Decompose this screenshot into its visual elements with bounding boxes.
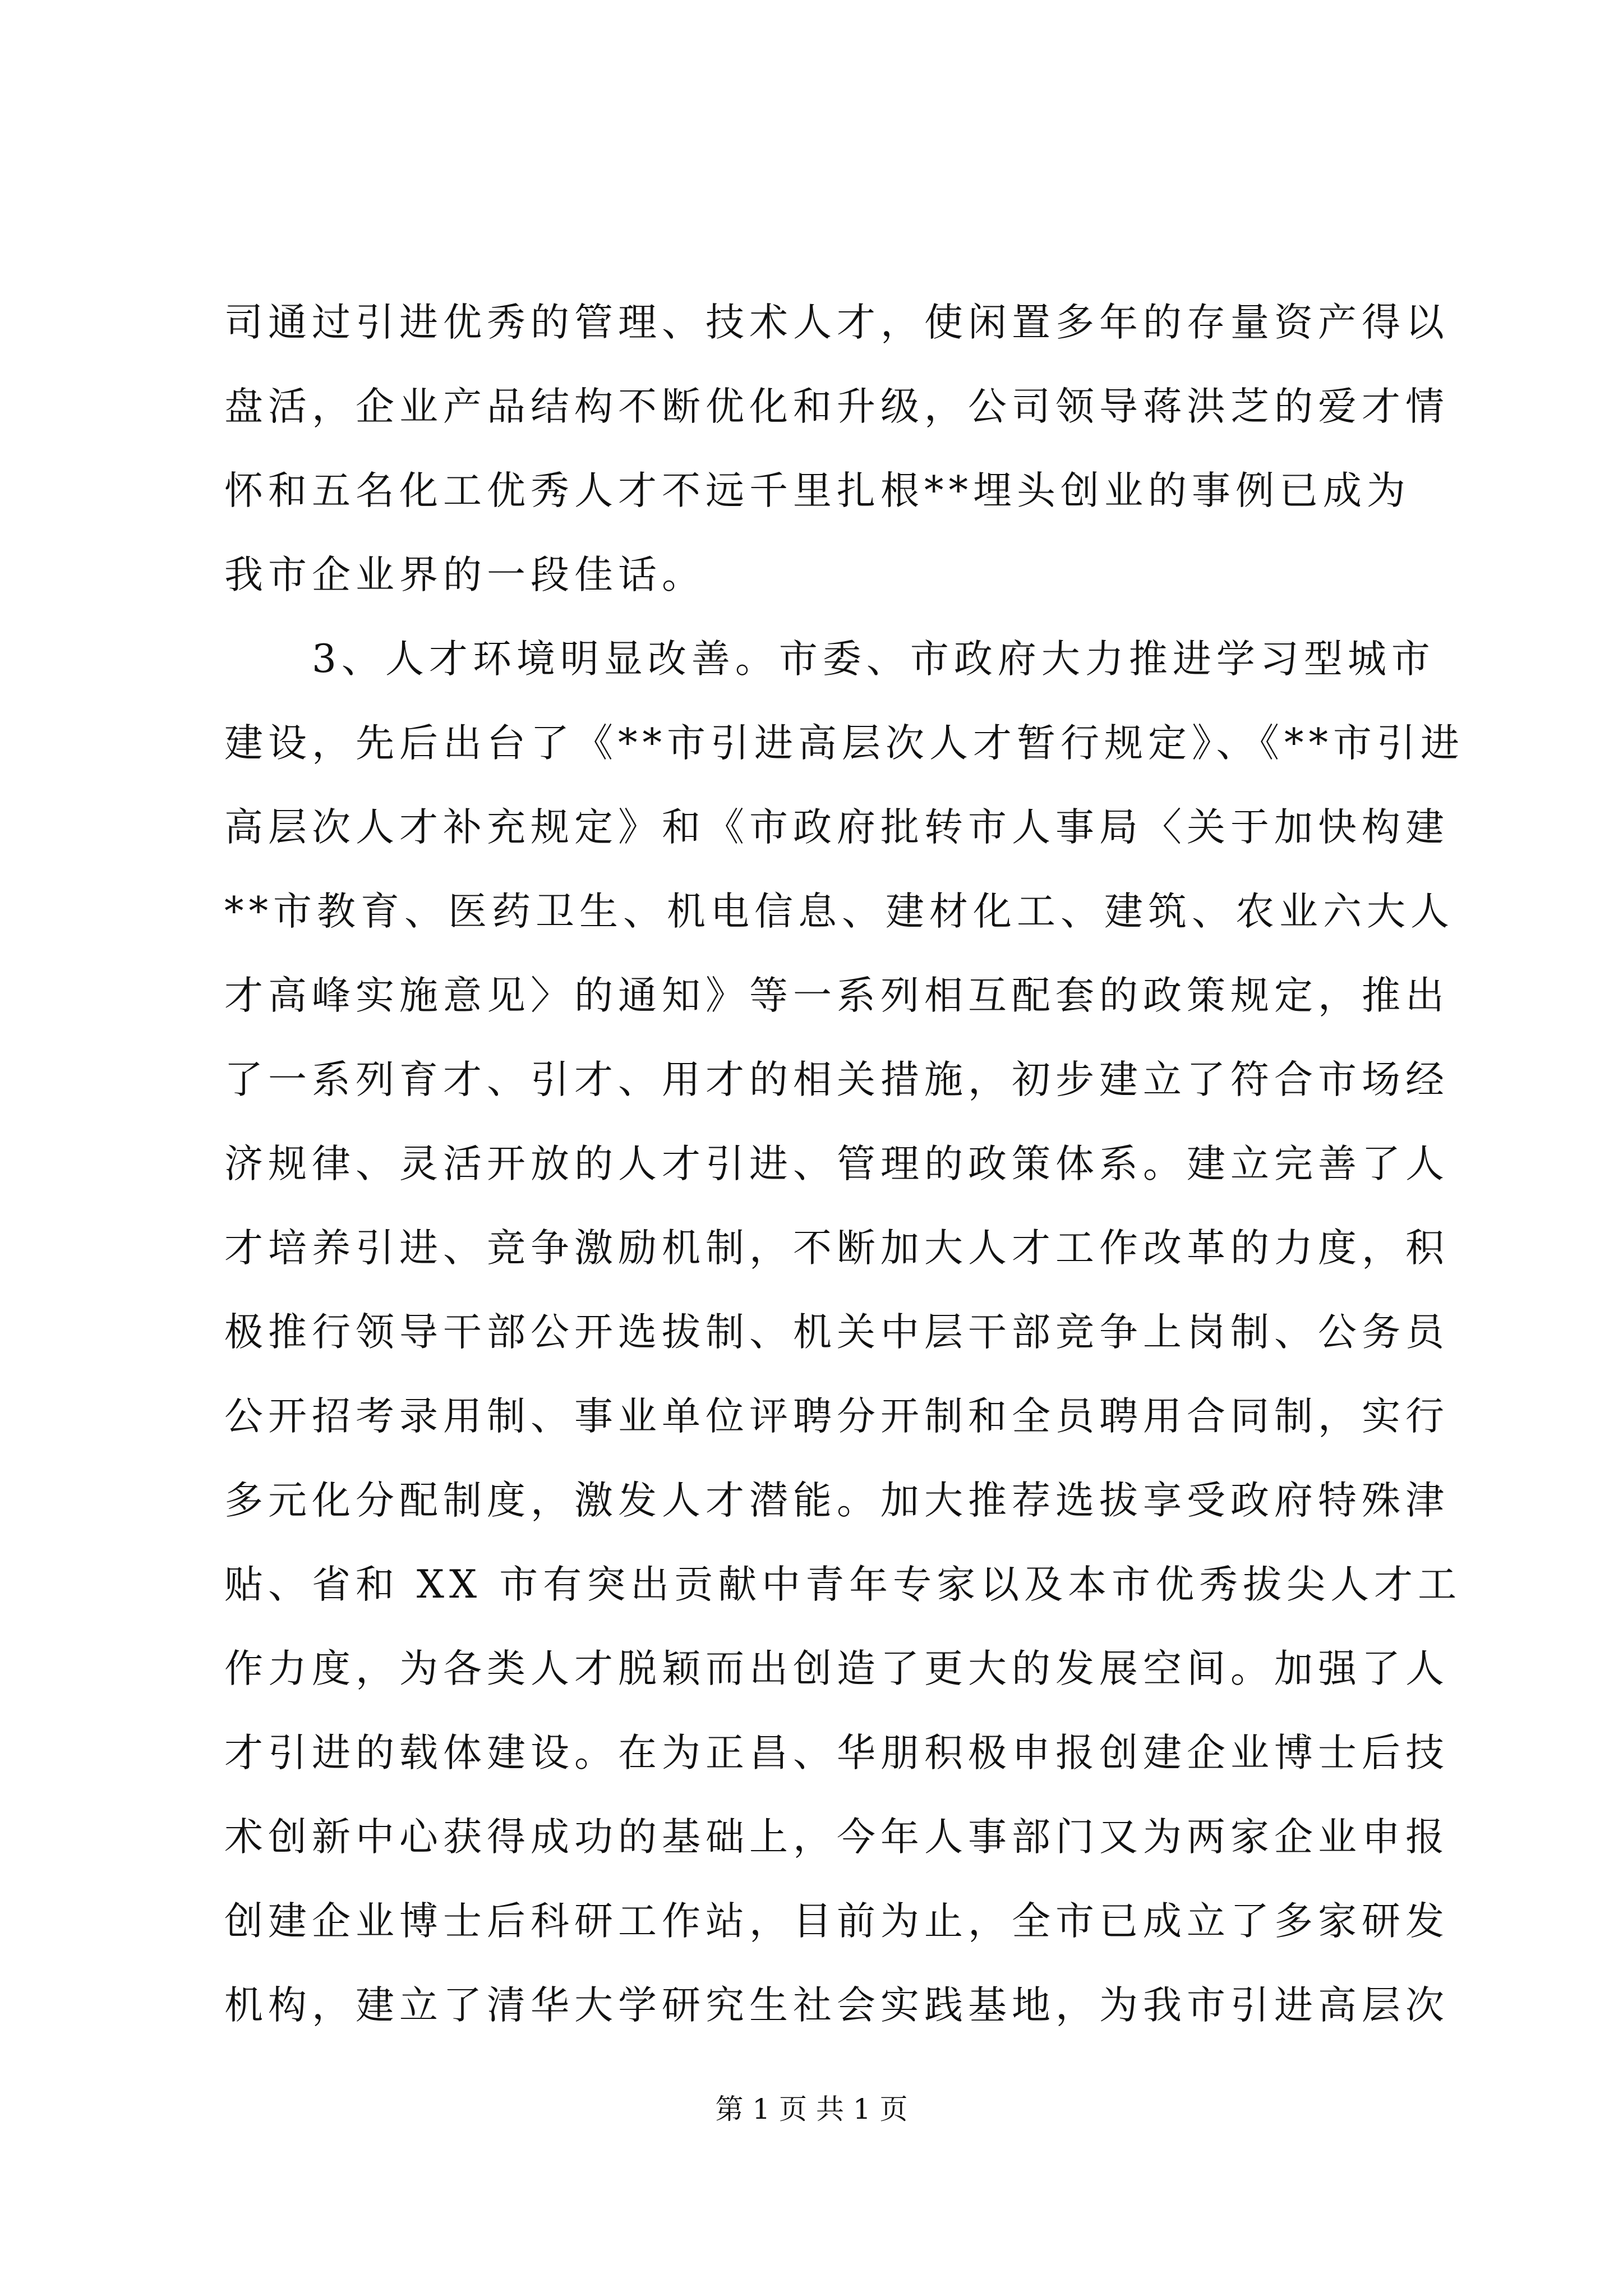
text-line: 建设，先后出台了《**市引进高层次人才暂行规定》、《**市引进 <box>224 721 1464 766</box>
text-line: 高层次人才补充规定》和《市政府批转市人事局〈关于加快构建 <box>224 805 1449 850</box>
text-line: 才培养引进、竞争激励机制，不断加大人才工作改革的力度，积 <box>224 1226 1449 1271</box>
text-line: 盘活，企业产品结构不断优化和升级，公司领导蒋洪芝的爱才情 <box>224 384 1449 429</box>
text-line: 作力度，为各类人才脱颖而出创造了更大的发展空间。加强了人 <box>224 1646 1449 1691</box>
text-line: 贴、省和 XX 市有突出贡献中青年专家以及本市优秀拔尖人才工 <box>224 1562 1462 1607</box>
text-line: 才高峰实施意见〉的通知》等一系列相互配套的政策规定，推出 <box>224 973 1449 1018</box>
text-line: 了一系列育才、引才、用才的相关措施，初步建立了符合市场经 <box>224 1057 1449 1102</box>
text-line: **市教育、医药卫生、机电信息、建材化工、建筑、农业六大人 <box>224 889 1454 934</box>
body-text <box>224 280 1464 2047</box>
text-line: 我市企业界的一段佳话。 <box>224 553 706 597</box>
text-line: 济规律、灵活开放的人才引进、管理的政策体系。建立完善了人 <box>224 1142 1449 1186</box>
text-line: 术创新中心获得成功的基础上，今年人事部门又为两家企业申报 <box>224 1815 1449 1860</box>
text-line: 多元化分配制度，激发人才潜能。加大推荐选拔享受政府特殊津 <box>224 1478 1449 1523</box>
text-line: 创建企业博士后科研工作站，目前为止，全市已成立了多家研发 <box>224 1899 1449 1944</box>
page-footer: 第 1 页 共 1 页 <box>715 2093 908 2125</box>
text-line: 才引进的载体建设。在为正昌、华朋积极申报创建企业博士后技 <box>224 1731 1449 1775</box>
text-line: 极推行领导干部公开选拔制、机关中层干部竞争上岗制、公务员 <box>224 1310 1449 1355</box>
text-line: 机构，建立了清华大学研究生社会实践基地，为我市引进高层次 <box>224 1983 1449 2028</box>
text-line: 公开招考录用制、事业单位评聘分开制和全员聘用合同制，实行 <box>224 1394 1449 1439</box>
text-line: 3、人才环境明显改善。市委、市政府大力推进学习型城市 <box>224 637 1435 682</box>
text-line: 怀和五名化工优秀人才不远千里扎根**埋头创业的事例已成为 <box>224 468 1410 513</box>
text-line: 司通过引进优秀的管理、技术人才，使闲置多年的存量资产得以 <box>224 300 1449 345</box>
